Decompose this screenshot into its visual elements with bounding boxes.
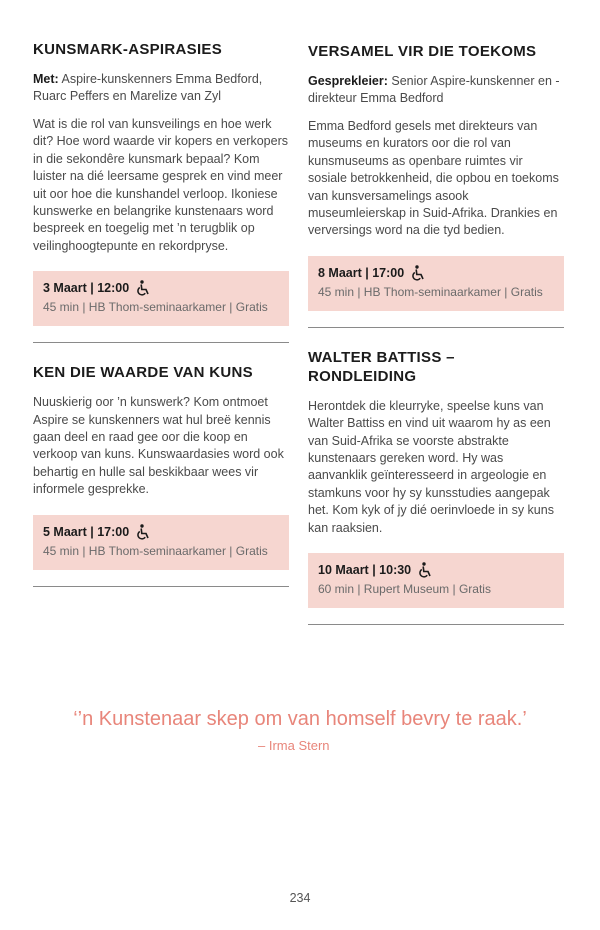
event-title: KEN DIE WAARDE VAN KUNS bbox=[33, 364, 253, 382]
speakers-text: Aspire-kunskenners Emma Bedford, Ruarc Peffers en Marelize van Zyl bbox=[33, 72, 263, 103]
event-speakers bbox=[308, 73, 564, 107]
right-column bbox=[308, 42, 564, 645]
speakers-label: Gesprekleier: bbox=[308, 74, 388, 88]
wheelchair-access-icon bbox=[410, 265, 426, 282]
event-title: KUNSMARK-ASPIRASIES bbox=[33, 41, 223, 58]
speakers-label: Met: bbox=[33, 72, 59, 86]
event-description: Wat is die rol van kunsveilings en hoe werk dit? Hoe word waarde vir kopers en verkopers in die sekondêre kunsmark bepaal? Kom luister na dié leersame gesprek en vind meer uit oor hoe die kunshandel verloop. Ikoniese kunswerke en belangrike kunstenaars word bespreek en toegelig met ’n terugblik op veilinghoogtepunte en rekordpryse. bbox=[33, 117, 288, 253]
page-number: 234 bbox=[289, 891, 311, 905]
event-info-box bbox=[33, 515, 289, 570]
event-when bbox=[318, 562, 554, 579]
divider bbox=[308, 624, 564, 625]
divider bbox=[33, 586, 289, 587]
event-info-box bbox=[33, 271, 289, 326]
event-ken-die-waarde bbox=[33, 363, 289, 586]
event-description: Herontdek die kleurryke, speelse kuns van Walter Battiss en vind uit waarom hy as een van Suid-Afrika se voorste abstrakte kunstenaars gereken word. Hy was aanvanklik geïnteresseerd in argeologie en stamkuns voor hy sy kunsstudies aangepak het. Kom kyk of jy dié oerinvloede in sy kuns kan raaksien. bbox=[308, 398, 554, 535]
event-when bbox=[43, 280, 279, 297]
event-date-time: 3 Maart | 12:00 bbox=[43, 281, 130, 296]
event-title: VERSAMEL VIR DIE TOEKOMS bbox=[308, 43, 537, 60]
event-title: WALTER BATTISS – RONDLEIDING bbox=[308, 348, 455, 385]
wheelchair-access-icon bbox=[135, 280, 151, 297]
event-meta: 45 min | HB Thom-seminaarkamer | Gratis bbox=[43, 300, 268, 315]
divider bbox=[33, 342, 289, 343]
event-versamel-vir-die-toekoms bbox=[308, 42, 564, 328]
event-info-box bbox=[308, 553, 564, 608]
wheelchair-access-icon bbox=[417, 562, 433, 579]
event-when bbox=[43, 524, 279, 541]
left-column bbox=[33, 40, 289, 607]
event-date-time: 10 Maart | 10:30 bbox=[318, 563, 412, 578]
quote-text: ‘’n Kunstenaar skep om van homself bevry te raak.’ bbox=[73, 708, 527, 730]
event-date-time: 8 Maart | 17:00 bbox=[318, 265, 405, 280]
event-kunsmark-aspirasies bbox=[33, 40, 289, 343]
event-meta: 45 min | HB Thom-seminaarkamer | Gratis bbox=[318, 284, 543, 299]
speakers-text: Senior Aspire-kunskenner en -direkteur Emma Bedford bbox=[308, 74, 560, 105]
event-description: Emma Bedford gesels met direkteurs van museums en kurators oor die rol van kunsmuseums as openbare ruimtes vir sosiale betrokkenheid, die opbou en toekoms van kunsversamelings asook museumleierskap in Suid-Afrika. Drankies en verversings word na die tyd bedien. bbox=[308, 119, 559, 238]
event-meta: 45 min | HB Thom-seminaarkamer | Gratis bbox=[43, 543, 268, 558]
event-walter-battiss bbox=[308, 348, 564, 625]
divider bbox=[308, 327, 564, 328]
event-date-time: 5 Maart | 17:00 bbox=[43, 524, 130, 539]
quote-author: – Irma Stern bbox=[258, 738, 330, 753]
event-when bbox=[318, 265, 554, 282]
wheelchair-access-icon bbox=[135, 524, 151, 541]
event-description: Nuuskierig oor ’n kunswerk? Kom ontmoet Aspire se kunskenners wat hul breë kennis gaan deel en raad gee oor die koop en verkoop van kuns. Kunswaardasies word ook behartig en hulle sal beskikbaar wees vir informele gesprekke. bbox=[33, 395, 284, 497]
event-speakers bbox=[33, 71, 289, 105]
event-meta: 60 min | Rupert Museum | Gratis bbox=[318, 582, 491, 597]
event-info-box bbox=[308, 256, 564, 311]
